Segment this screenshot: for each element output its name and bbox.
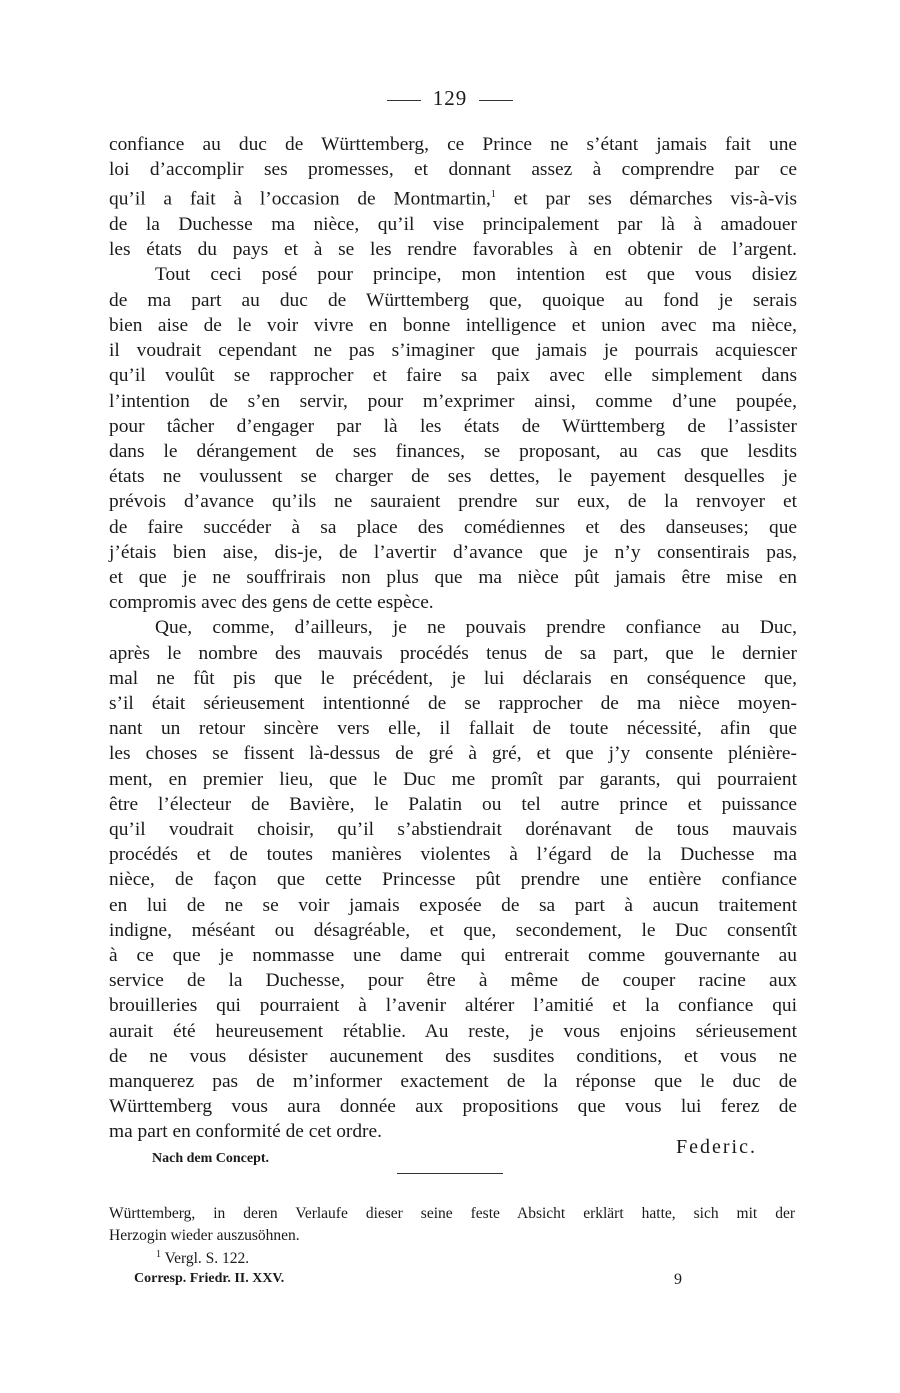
text-line: ment, en premier lieu, que le Duc me promît par garants, qui pourraient	[109, 768, 797, 790]
footnote-separator	[397, 1173, 503, 1174]
signature: Federic.	[676, 1136, 757, 1158]
text-line: confiance au duc de Württemberg, ce Prince ne s’étant jamais fait une	[109, 134, 797, 155]
text-line: aurait été heureusement rétablie. Au reste, je vous enjoins sérieusement	[109, 1020, 797, 1042]
text-line: en lui de ne se voir jamais exposée de sa part à aucun traitement	[109, 894, 797, 916]
signature-mark: 9	[674, 1271, 682, 1288]
text-line: états ne voulussent se charger de ses dettes, le payement desquelles je	[109, 466, 797, 488]
text-line: les états du pays et à se les rendre favorables à en obtenir de l’argent.	[109, 239, 797, 261]
footnotes	[109, 1203, 795, 1247]
paragraph-start-line: Que, comme, d’ailleurs, je ne pouvais prendre confiance au Duc,	[155, 617, 797, 639]
text-line: de ma part au duc de Württemberg que, quoique au fond je serais	[109, 289, 797, 311]
text-line: pour tâcher d’engager par là les états de Württemberg de l’assister	[109, 415, 797, 437]
footnote-line: Herzogin wieder auszusöhnen.	[109, 1227, 300, 1244]
text-line: de faire succéder à sa place des comédiennes et des danseuses; que	[109, 516, 797, 538]
text-line: nièce, de façon que cette Princesse pût prendre une entière confiance	[109, 869, 797, 891]
text-line: manquerez pas de m’informer exactement de la réponse que le duc de	[109, 1070, 797, 1092]
text-line: mal ne fût pis que le précédent, je lui déclarais en conséquence que,	[109, 667, 797, 689]
footnote-ref-marker: 1	[156, 1249, 161, 1260]
text-line: les choses se fissent là-dessus de gré à gré, et que j’y consente plénière-	[109, 743, 797, 765]
text-line: s’il était sérieusement intentionné de se rapprocher de ma nièce moyen-	[109, 692, 797, 714]
text-line: j’étais bien aise, dis-je, de l’avertir d’avance que je n’y consentirais pas,	[109, 541, 797, 563]
text-line: après le nombre des mauvais procédés tenus de sa part, que le dernier	[109, 642, 797, 664]
footnote-marker: 1	[490, 189, 496, 201]
footnote-line: Württemberg, in deren Verlaufe dieser seine feste Absicht erklärt hatte, sich mit der	[109, 1205, 795, 1222]
text-line: et que je ne souffrirais non plus que ma nièce pût jamais être mise en	[109, 566, 797, 588]
text-line: il voudrait cependant ne pas s’imaginer que jamais je pourrais acquiescer	[109, 340, 797, 362]
text-line: indigne, méséant ou désagréable, et que, secondement, le Duc consentît	[109, 919, 797, 941]
source-note: Nach dem Concept.	[152, 1151, 270, 1166]
page-footer	[134, 1271, 694, 1287]
text-line: loi d’accomplir ses promesses, et donnant assez à comprendre par ce	[109, 159, 797, 181]
text-line: Württemberg vous aura donnée aux propositions que vous lui ferez de	[109, 1096, 797, 1118]
letter-body	[109, 132, 797, 1145]
paragraph-end-line: compromis avec des gens de cette espèce.	[109, 592, 434, 614]
text-line: nant un retour sincère vers elle, il fallait de toute nécessité, afin que	[109, 718, 797, 740]
text-line: service de la Duchesse, pour être à même de couper racine aux	[109, 970, 797, 992]
page-number: 129	[432, 86, 468, 110]
text-line: de la Duchesse ma nièce, qu’il vise principalement par là à amadouer	[109, 214, 797, 236]
text-line: brouilleries qui pourraient à l’avenir altérer l’amitié et la confiance qui	[109, 995, 797, 1017]
page-header	[0, 86, 900, 111]
text-line: bien aise de le voir vivre en bonne intelligence et union avec ma nièce,	[109, 314, 797, 336]
text-line: procédés et de toutes manières violentes à l’égard de la Duchesse ma	[109, 844, 797, 866]
header-dash-left	[387, 100, 421, 101]
text-line-part: et par ses démarches vis-à-vis	[495, 188, 797, 210]
text-line: qu’il voudrait choisir, qu’il s’abstiendrait dorénavant de tous mauvais	[109, 818, 797, 840]
text-line: de ne vous désister aucunement des susdites conditions, et vous ne	[109, 1045, 797, 1067]
text-line: prévois d’avance qu’ils ne sauraient prendre sur eux, de la renvoyer et	[109, 491, 797, 513]
paragraph-end-line: ma part en conformité de cet ordre.	[109, 1121, 382, 1143]
footer-title: Corresp. Friedr. II. XXV.	[134, 1271, 285, 1286]
header-dash-right	[479, 100, 513, 101]
text-line-with-footnote	[109, 182, 797, 212]
text-line-part: qu’il a fait à l’occasion de Montmartin,	[109, 188, 491, 210]
text-line: qu’il voulût se rapprocher et faire sa paix avec elle simplement dans	[109, 365, 797, 387]
text-line: dans le dérangement de ses finances, se proposant, au cas que lesdits	[109, 440, 797, 462]
footnote-ref-text: Vergl. S. 122.	[161, 1250, 250, 1268]
paragraph-start-line: Tout ceci posé pour principe, mon intention est que vous disiez	[155, 264, 797, 286]
text-line: à ce que je nommasse une dame qui entrerait comme gouvernante au	[109, 944, 797, 966]
text-line: l’intention de s’en servir, pour m’exprimer ainsi, comme d’une poupée,	[109, 390, 797, 412]
footnote-reference	[156, 1249, 249, 1268]
text-line: être l’électeur de Bavière, le Palatin ou tel autre prince et puissance	[109, 793, 797, 815]
